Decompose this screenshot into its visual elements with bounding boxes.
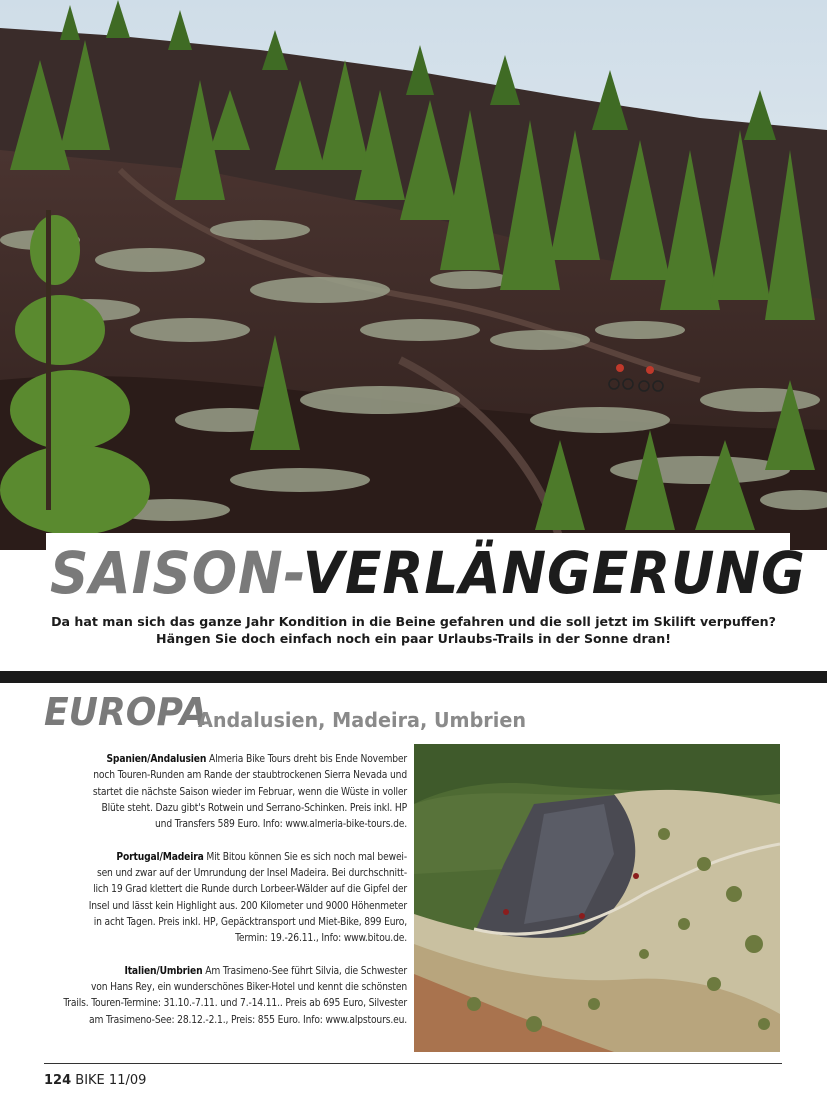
article-line: Almeria Bike Tours dreht bis Ende November xyxy=(209,754,407,765)
lede-paragraph xyxy=(40,614,787,647)
article-lead: Spanien/Andalusien xyxy=(106,754,207,765)
article-line: und Transfers 589 Euro. Info: www.almeria-bike-tours.de. xyxy=(155,819,407,831)
lede-line-2: Hängen Sie doch einfach noch ein paar Urlaubs-Trails in der Sonne dran! xyxy=(156,630,671,646)
article-line: Termin: 19.-26.11., Info: www.bitou.de. xyxy=(235,933,407,945)
lede-line-1: Da hat man sich das ganze Jahr Kondition in die Beine gefahren und die soll jetzt im Skilift verpuffen? xyxy=(51,614,776,629)
volcanic-pine-forest-image xyxy=(0,0,827,550)
article-line: startet die nächste Saison wieder im Februar, wenn die Wüste in voller xyxy=(92,786,407,798)
ridge-trail-photo xyxy=(414,744,780,1052)
article-lead: Italien/Umbrien xyxy=(124,965,203,977)
hero-photo xyxy=(0,0,827,550)
section-divider xyxy=(0,671,827,683)
article-line: von Hans Rey, ein wunderschönes Biker-Hotel und kennt die schönsten xyxy=(91,982,407,994)
article-andalusien xyxy=(40,752,407,833)
article-line: sen und zwar auf der Umrundung der Insel Madeira. Bei durchschnitt- xyxy=(96,868,407,880)
article-line: Am Trasimeno-See führt Silvia, die Schwester xyxy=(205,965,407,977)
article-umbrien xyxy=(40,964,407,1029)
ridge-trail-image xyxy=(414,744,780,1052)
article-line: lich 19 Grad klettert die Runde durch Lorbeer-Wälder auf die Gipfel der xyxy=(93,884,407,896)
section-title: EUROPA xyxy=(44,690,208,734)
issue-number: 11/09 xyxy=(108,1073,147,1088)
article-madeira xyxy=(40,850,407,948)
magazine-name: BIKE xyxy=(75,1073,105,1088)
article-line: noch Touren-Runden am Rande der staubtrockenen Sierra Nevada und xyxy=(93,770,407,782)
article-line: Trails. Touren-Termine: 31.10.-7.11. und 7.-14.11.. Preis ab 695 Euro, Silvester xyxy=(63,998,407,1010)
title-part-verlaengerung: VERLÄNGERUNG xyxy=(302,539,806,607)
article-line: Insel und lässt kein Highlight aus. 200 Kilometer und 9000 Höhenmeter xyxy=(88,900,407,912)
folio xyxy=(44,1072,146,1090)
article-lead: Portugal/Madeira xyxy=(116,851,204,863)
article-line: Mit Bitou können Sie es sich noch mal bewei- xyxy=(206,851,407,863)
section-subtitle: Andalusien, Madeira, Umbrien xyxy=(198,708,527,732)
article-line: Blüte steht. Dazu gibt's Rotwein und Serrano-Schinken. Preis inkl. HP xyxy=(101,802,407,814)
article-line: am Trasimeno-See: 28.12.-2.1., Preis: 855 Euro. Info: www.alpstours.eu. xyxy=(89,1014,407,1026)
footer-rule xyxy=(44,1063,782,1064)
page-title xyxy=(50,539,806,607)
title-part-saison: SAISON- xyxy=(50,539,303,607)
article-column xyxy=(40,752,407,1045)
page-number: 124 xyxy=(44,1073,72,1088)
article-line: in acht Tagen. Preis inkl. HP, Gepäcktransport und Miet-Bike, 899 Euro, xyxy=(93,916,407,928)
